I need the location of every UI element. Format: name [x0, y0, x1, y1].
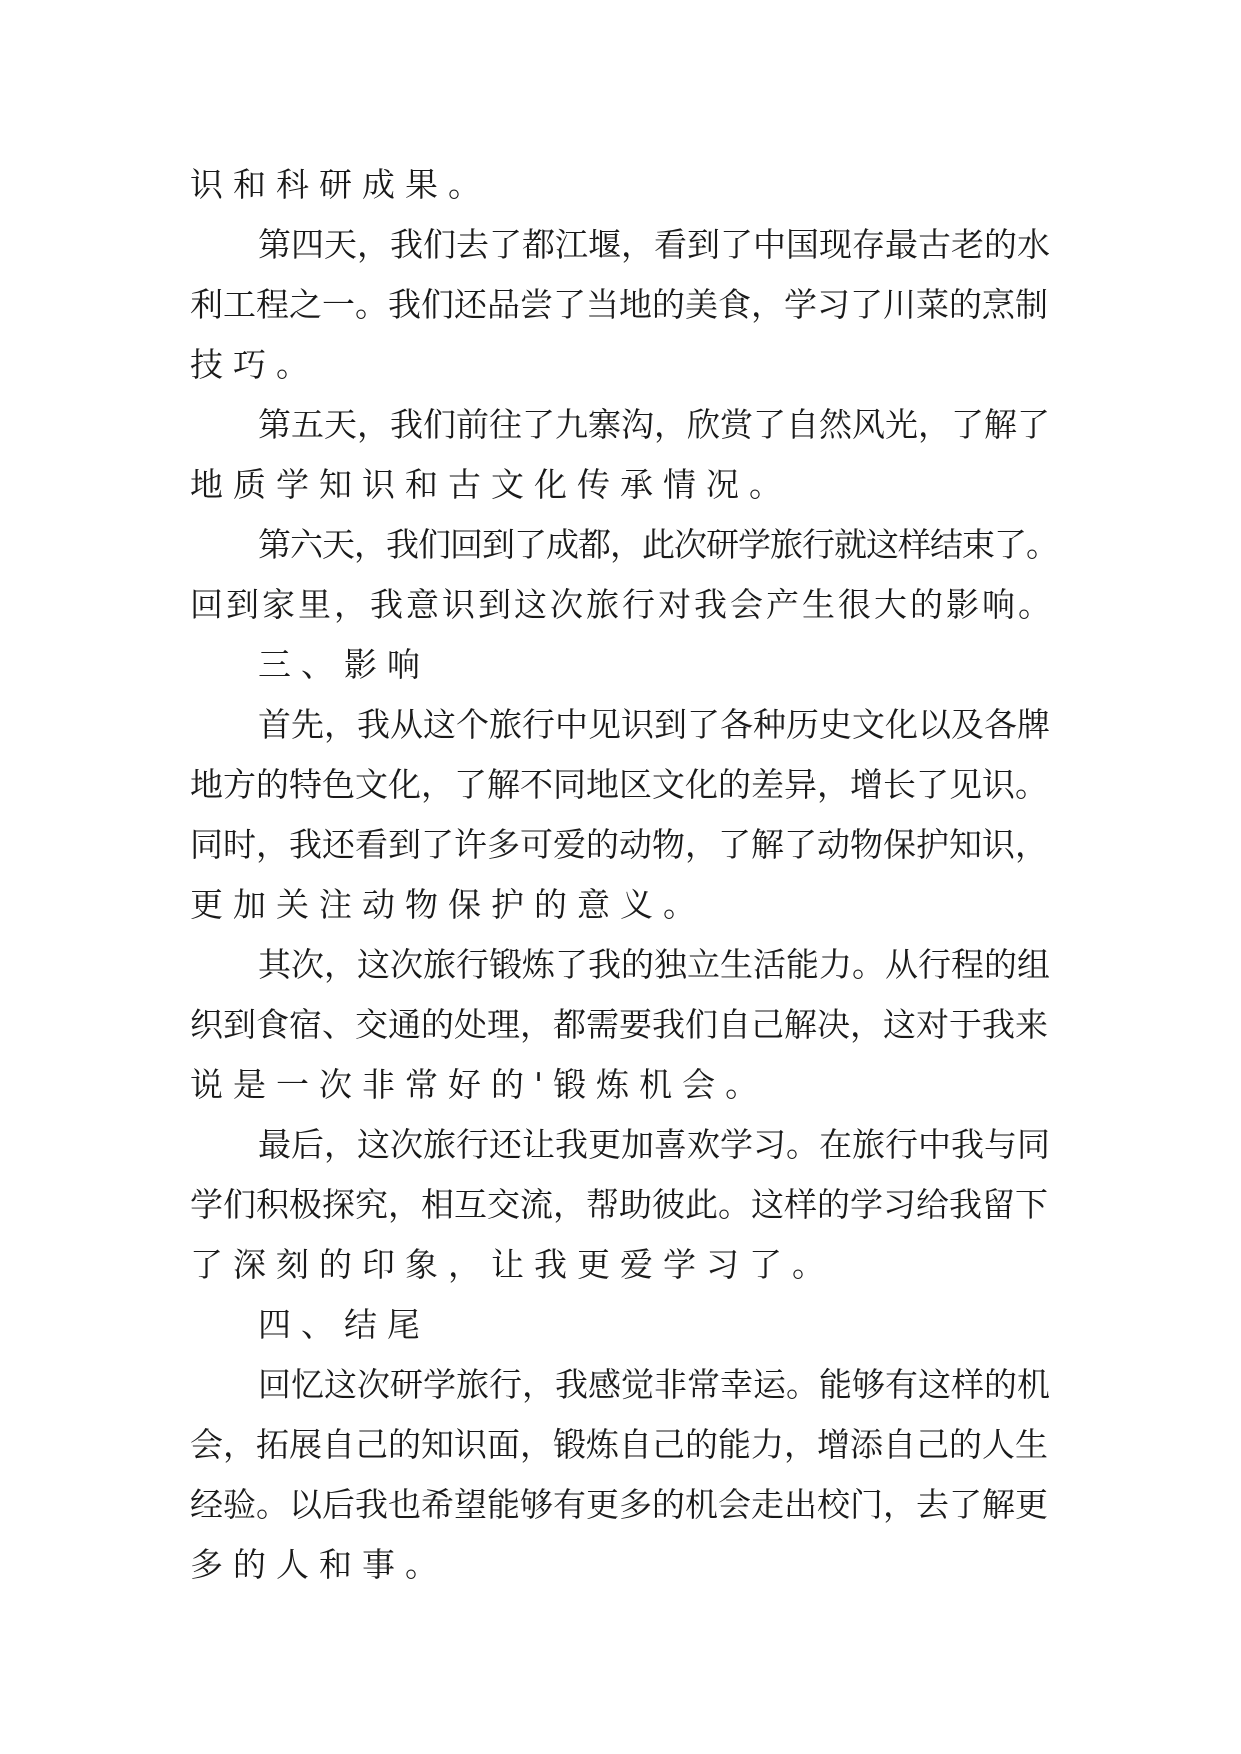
section-heading: 四、结尾 — [258, 1305, 430, 1344]
text-line: 第四天，我们去了都江堰，看到了中国现存最古老的水 — [258, 225, 1050, 264]
text-line: 更加关注动物保护的意义。 — [190, 885, 706, 924]
text-line: 经验。以后我也希望能够有更多的机会走出校门，去了解更 — [190, 1485, 1048, 1524]
document-body — [190, 155, 1070, 1595]
text-line: 织到食宿、交通的处理，都需要我们自己解决，这对于我来 — [190, 1005, 1048, 1044]
text-line: 会，拓展自己的知识面，锻炼自己的能力，增添自己的人生 — [190, 1425, 1048, 1464]
text-line: 利工程之一。我们还品尝了当地的美食，学习了川菜的烹制 — [190, 285, 1048, 324]
text-line: 多的人和事。 — [190, 1545, 448, 1584]
text-line: 地质学知识和古文化传承情况。 — [190, 465, 792, 504]
text-line: 首先，我从这个旅行中见识到了各种历史文化以及各牌 — [258, 705, 1050, 744]
text-line: 同时，我还看到了许多可爱的动物，了解了动物保护知识， — [190, 825, 1048, 864]
text-line: 第六天，我们回到了成都，此次研学旅行就这样结束了。 — [258, 525, 1058, 564]
text-line: 说是一次非常好的'锻炼机会。 — [190, 1065, 769, 1104]
text-line: 了深刻的印象，让我更爱学习了。 — [190, 1245, 835, 1284]
text-line: 最后，这次旅行还让我更加喜欢学习。在旅行中我与同 — [258, 1125, 1050, 1164]
text-line: 第五天，我们前往了九寨沟，欣赏了自然风光，了解了 — [258, 405, 1050, 444]
text-line: 其次，这次旅行锻炼了我的独立生活能力。从行程的组 — [258, 945, 1050, 984]
text-line: 回到家里，我意识到这次旅行对我会产生很大的影响。 — [190, 585, 1054, 624]
text-line: 学们积极探究，相互交流，帮助彼此。这样的学习给我留下 — [190, 1185, 1048, 1224]
text-line: 回忆这次研学旅行，我感觉非常幸运。能够有这样的机 — [258, 1365, 1050, 1404]
section-heading: 三、影响 — [258, 645, 430, 684]
text-line: 地方的特色文化，了解不同地区文化的差异，增长了见识。 — [190, 765, 1048, 804]
text-line: 技巧。 — [190, 345, 319, 384]
text-line: 识和科研成果。 — [190, 165, 491, 204]
